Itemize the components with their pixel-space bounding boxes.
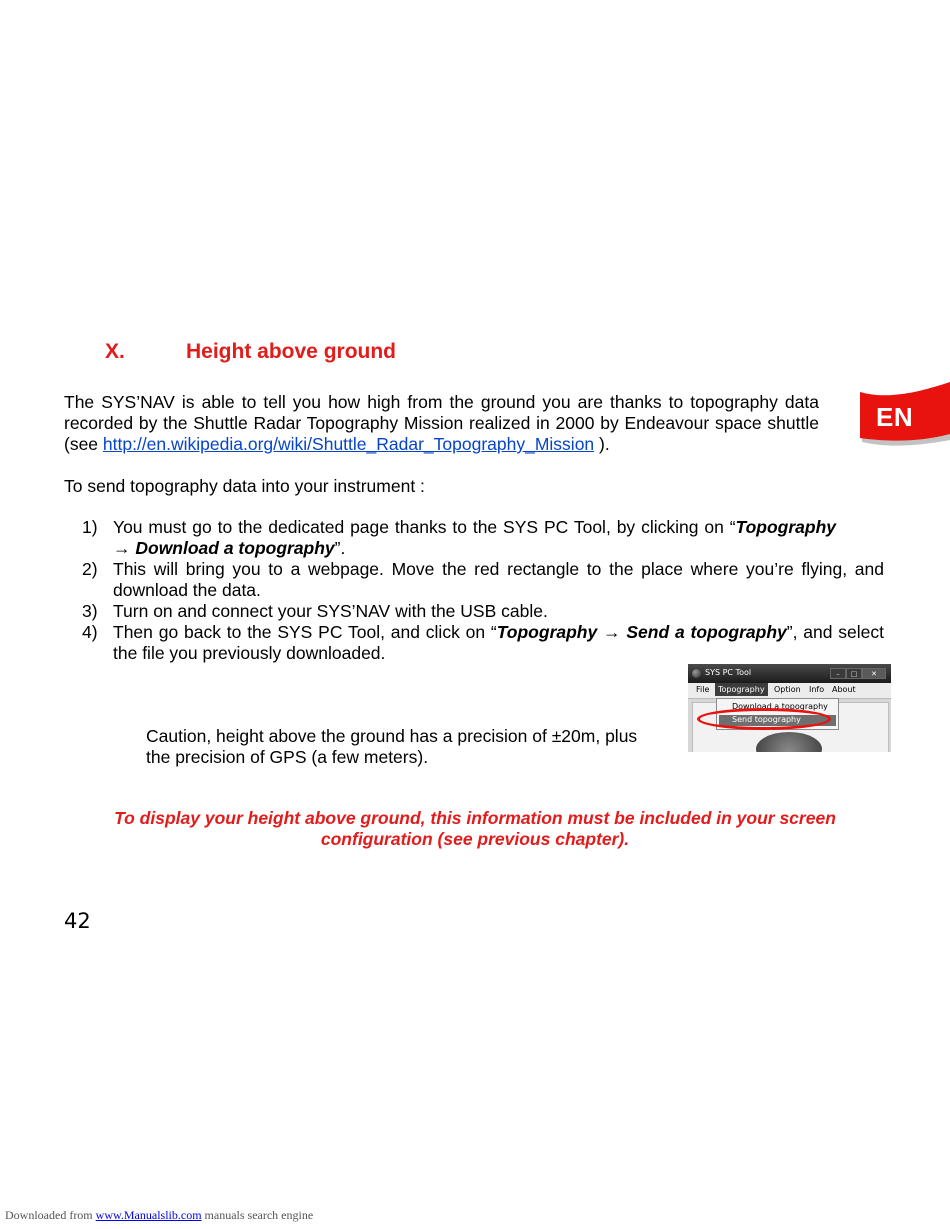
wikipedia-link[interactable]: http://en.wikipedia.org/wiki/Shuttle_Radar_Topography_Mission [102, 434, 595, 454]
step-item [82, 559, 884, 601]
step-menu-path: Topography → Send a topography [496, 622, 787, 642]
step-text: You must go to the dedicated page thanks to the SYS PC Tool, by clicking on “ [113, 517, 736, 537]
step-item [82, 517, 836, 559]
language-tab-label: EN [876, 402, 914, 432]
section-number: X. [105, 340, 125, 363]
pc-tool-screenshot [688, 664, 891, 752]
step-number: 4) [82, 622, 98, 642]
steps-list [82, 517, 884, 664]
section-heading [105, 340, 396, 364]
section-title: Height above ground [186, 340, 396, 363]
page-number: 42 [64, 909, 91, 933]
step-item [82, 601, 884, 622]
step-number: 2) [82, 559, 98, 579]
intro-text: The SYS’NAV is able to tell you how high from the ground you are thanks to topography data recorded by the Shuttle Radar Topography Mission realized in 2000 by Endeavour space shuttle (see [64, 392, 819, 454]
step-menu-path: Topography → Download a topography [113, 517, 836, 558]
dropdown-send-topography: Send topography [732, 715, 801, 724]
language-tab [858, 382, 950, 448]
step-text: This will bring you to a webpage. Move the red rectangle to the place where you’re flying, and download the data. [113, 559, 884, 600]
step-number: 3) [82, 601, 98, 621]
intro-paragraph [64, 392, 819, 455]
caution-note: Caution, height above the ground has a precision of ±20m, plus the precision of GPS (a few meters). [146, 726, 638, 767]
menu-topography: Topography [715, 683, 768, 696]
highlight-ellipse [697, 708, 831, 730]
menu-about: About [832, 685, 856, 694]
menu-option: Option [774, 685, 801, 694]
window-titlebar [688, 664, 891, 683]
minimize-icon: – [830, 668, 846, 679]
window-menubar [688, 683, 891, 699]
step-number: 1) [82, 517, 98, 537]
app-orb-icon [692, 669, 701, 678]
dropdown-download-topography: Download a topography [732, 702, 828, 711]
step-item [82, 622, 884, 664]
footer-suffix: manuals search engine [201, 1208, 314, 1222]
step-text-end: ”, and select the file you previously downloaded. [113, 622, 885, 663]
menu-info: Info [809, 685, 825, 694]
step-text: Turn on and connect your SYS’NAV with the USB cable. [113, 601, 548, 621]
window-title: SYS PC Tool [705, 668, 752, 677]
manualslib-link[interactable]: www.Manualslib.com [95, 1208, 202, 1222]
intro-after: ). [594, 434, 610, 454]
menu-file: File [696, 685, 710, 694]
maximize-icon: □ [846, 668, 862, 679]
step-text: Then go back to the SYS PC Tool, and click on “ [113, 622, 497, 642]
download-footer [5, 1208, 313, 1223]
instructions-lead: To send topography data into your instrument : [64, 476, 425, 496]
footer-prefix: Downloaded from [5, 1208, 96, 1222]
step-text-end: ”. [334, 538, 346, 558]
screen-config-notice: To display your height above ground, this information must be included in your screen configuration (see previous chapter). [114, 808, 836, 849]
close-icon: ✕ [862, 668, 886, 679]
